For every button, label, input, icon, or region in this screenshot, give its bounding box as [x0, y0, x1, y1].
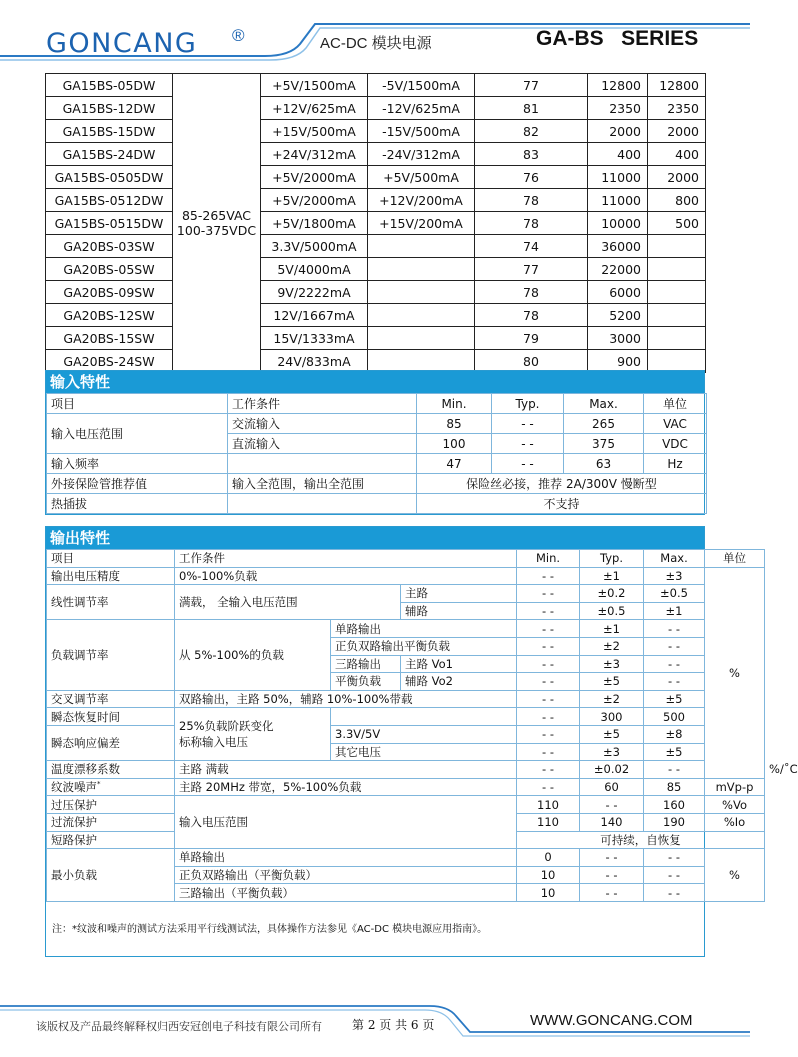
model-name: GA15BS-05DW	[46, 74, 173, 97]
capacitive-load-1: 22000	[588, 258, 648, 281]
cell: ±5	[644, 743, 705, 761]
model-name: GA20BS-09SW	[46, 281, 173, 304]
efficiency: 74	[475, 235, 588, 258]
capacitive-load-2	[648, 304, 706, 327]
model-name: GA20BS-12SW	[46, 304, 173, 327]
output-2: +12V/200mA	[368, 189, 475, 212]
capacitive-load-2: 400	[648, 143, 706, 166]
model-name: GA15BS-12DW	[46, 97, 173, 120]
output-2: -15V/500mA	[368, 120, 475, 143]
output-2: +15V/200mA	[368, 212, 475, 235]
cell: 辅路	[401, 602, 517, 620]
efficiency: 83	[475, 143, 588, 166]
capacitive-load-1: 6000	[588, 281, 648, 304]
cell: mVp-p	[705, 778, 765, 796]
efficiency: 78	[475, 281, 588, 304]
cell: 负载调节率	[47, 620, 175, 690]
table-row	[47, 585, 765, 603]
cell: - -	[517, 585, 580, 603]
input-section	[45, 370, 705, 515]
cell: - -	[644, 761, 705, 779]
output-1: +24V/312mA	[261, 143, 368, 166]
input-section-title: 输入特性	[46, 371, 704, 393]
model-name: GA15BS-0512DW	[46, 189, 173, 212]
table-row	[46, 97, 706, 120]
cell: 热插拔	[47, 494, 228, 514]
cell: 500	[644, 708, 705, 726]
cell: %	[705, 849, 765, 902]
capacitive-load-2: 12800	[648, 74, 706, 97]
cell: 双路输出，主路 50%，辅路 10%-100%带载	[175, 690, 517, 708]
output-1: 3.3V/5000mA	[261, 235, 368, 258]
output-2: -24V/312mA	[368, 143, 475, 166]
cell: VDC	[644, 434, 707, 454]
cell: - -	[492, 454, 564, 474]
cell: 100	[417, 434, 492, 454]
cell: ±1	[644, 602, 705, 620]
capacitive-load-1: 400	[588, 143, 648, 166]
model-name: GA20BS-15SW	[46, 327, 173, 350]
cell: 160	[644, 796, 705, 814]
cell: 47	[417, 454, 492, 474]
input-range-cell	[173, 74, 261, 373]
table-row	[47, 690, 765, 708]
model-name: GA20BS-24SW	[46, 350, 173, 373]
cell: - -	[644, 884, 705, 902]
cell: - -	[517, 637, 580, 655]
cell: 可持续，自恢复	[517, 831, 765, 849]
capacitive-load-1: 11000	[588, 189, 648, 212]
cell: 10	[517, 884, 580, 902]
cell: ±0.02	[580, 761, 644, 779]
table-row	[46, 281, 706, 304]
cell: - -	[517, 620, 580, 638]
cell: %Vo	[705, 796, 765, 814]
cell: ±5	[644, 690, 705, 708]
cell: - -	[644, 866, 705, 884]
cell: - -	[644, 620, 705, 638]
cell: ±3	[580, 743, 644, 761]
page-header	[0, 0, 750, 64]
cell: ±2	[580, 637, 644, 655]
table-row	[47, 796, 765, 814]
header-cell: 项目	[47, 394, 228, 414]
cell: 瞬态响应偏差	[47, 725, 175, 760]
capacitive-load-1: 11000	[588, 166, 648, 189]
model-name: GA15BS-15DW	[46, 120, 173, 143]
header-cell: 工作条件	[175, 550, 517, 568]
table-row	[46, 189, 706, 212]
cell: 单路输出	[331, 620, 517, 638]
table-row	[47, 567, 765, 585]
registered-mark: ®	[232, 26, 245, 45]
header-cell: Max.	[644, 550, 705, 568]
output-table	[46, 549, 798, 902]
cell: 110	[517, 813, 580, 831]
model-name: GA15BS-24DW	[46, 143, 173, 166]
output-2: +5V/500mA	[368, 166, 475, 189]
cell: 瞬态恢复时间	[47, 708, 175, 726]
capacitive-load-1: 3000	[588, 327, 648, 350]
cell: 温度漂移系数	[47, 761, 175, 779]
capacitive-load-1: 900	[588, 350, 648, 373]
ripple-test-note: 注：*纹波和噪声的测试方法采用平行线测试法，具体操作方法参见《AC-DC 模块电源应用指南》。	[52, 923, 488, 935]
output-1: +5V/1500mA	[261, 74, 368, 97]
output-1: 12V/1667mA	[261, 304, 368, 327]
cell: - -	[644, 655, 705, 673]
efficiency: 82	[475, 120, 588, 143]
cell: - -	[517, 602, 580, 620]
output-1: 9V/2222mA	[261, 281, 368, 304]
cell: ±0.5	[644, 585, 705, 603]
cell: 满载， 全输入电压范围	[175, 585, 401, 620]
input-range: 100-375VDC	[176, 223, 257, 238]
cell: ±1	[580, 567, 644, 585]
capacitive-load-2: 800	[648, 189, 706, 212]
company-logo: GONCANG	[46, 28, 198, 59]
cell: 交叉调节率	[47, 690, 175, 708]
capacitive-load-2	[648, 281, 706, 304]
cell: 主路 满载	[175, 761, 517, 779]
efficiency: 80	[475, 350, 588, 373]
cell: 过流保护	[47, 813, 175, 831]
header-cell: Min.	[517, 550, 580, 568]
cell: 10	[517, 866, 580, 884]
capacitive-load-1: 12800	[588, 74, 648, 97]
output-1: +5V/1800mA	[261, 212, 368, 235]
table-row	[47, 778, 765, 796]
cell: 140	[580, 813, 644, 831]
capacitive-load-2	[648, 258, 706, 281]
cell: 110	[517, 796, 580, 814]
transient-cond: 25%负载阶跃变化	[179, 719, 274, 734]
cell: 主路 Vo1	[401, 655, 517, 673]
cell: 375	[564, 434, 644, 454]
cell	[228, 494, 417, 514]
capacitive-load-1: 10000	[588, 212, 648, 235]
capacitive-load-2: 2000	[648, 166, 706, 189]
capacitive-load-2: 2000	[648, 120, 706, 143]
table-row	[46, 166, 706, 189]
cell: - -	[517, 743, 580, 761]
header-cell: Typ.	[492, 394, 564, 414]
cell: 85	[417, 414, 492, 434]
output-1: 5V/4000mA	[261, 258, 368, 281]
table-row	[47, 620, 765, 638]
header-cell: 工作条件	[228, 394, 417, 414]
cell: 输入频率	[47, 454, 228, 474]
output-1: 24V/833mA	[261, 350, 368, 373]
output-1: +12V/625mA	[261, 97, 368, 120]
cell: 85	[644, 778, 705, 796]
table-row	[47, 454, 707, 474]
footer-copyright: 该版权及产品最终解释权归西安冠创电子科技有限公司所有	[36, 1020, 322, 1033]
input-table	[46, 393, 707, 514]
table-row	[46, 212, 706, 235]
table-row	[47, 725, 765, 743]
website-link[interactable]: WWW.GONCANG.COM	[530, 1012, 693, 1029]
cell: 300	[580, 708, 644, 726]
table-row	[46, 304, 706, 327]
output-2	[368, 304, 475, 327]
cell: ±0.5	[580, 602, 644, 620]
output-section	[45, 526, 798, 957]
cell: - -	[517, 673, 580, 691]
cell: 60	[580, 778, 644, 796]
ripple-mark: *	[97, 780, 101, 789]
model-name: GA20BS-03SW	[46, 235, 173, 258]
cell: 0%-100%负载	[175, 567, 517, 585]
cell	[47, 778, 175, 796]
capacitive-load-1: 2350	[588, 97, 648, 120]
table-row	[47, 474, 707, 494]
header-cell: 项目	[47, 550, 175, 568]
table-row	[47, 849, 765, 867]
cell: 三路输出（平衡负载）	[175, 884, 517, 902]
model-table	[45, 73, 706, 373]
efficiency: 79	[475, 327, 588, 350]
capacitive-load-2: 500	[648, 212, 706, 235]
table-row	[46, 120, 706, 143]
efficiency: 78	[475, 212, 588, 235]
cell: ±2	[580, 690, 644, 708]
output-2: -5V/1500mA	[368, 74, 475, 97]
ac-cond: 交流输入	[228, 414, 417, 434]
cell: - -	[492, 434, 564, 454]
cell: 0	[517, 849, 580, 867]
series-title: GA-BS SERIES	[536, 27, 699, 50]
table-row	[47, 494, 707, 514]
capacitive-load-1: 2000	[588, 120, 648, 143]
efficiency: 76	[475, 166, 588, 189]
efficiency: 77	[475, 74, 588, 97]
cell: - -	[517, 761, 580, 779]
efficiency: 78	[475, 304, 588, 327]
cell: 单路输出	[175, 849, 517, 867]
output-2: -12V/625mA	[368, 97, 475, 120]
cell: Hz	[644, 454, 707, 474]
cell: 从 5%-100%的负载	[175, 620, 331, 690]
cell: - -	[644, 637, 705, 655]
cell: 主路 20MHz 带宽，5%-100%负载	[175, 778, 517, 796]
unit-percent: %	[705, 567, 765, 778]
capacitive-load-1: 5200	[588, 304, 648, 327]
output-section-title: 输出特性	[46, 527, 704, 549]
capacitive-load-2	[648, 235, 706, 258]
output-1: +15V/500mA	[261, 120, 368, 143]
cell: 正负双路输出（平衡负载）	[175, 866, 517, 884]
model-name: GA20BS-05SW	[46, 258, 173, 281]
cell: 输入全范围，输出全范围	[228, 474, 417, 494]
cell: 最小负载	[47, 849, 175, 902]
cell: 辅路 Vo2	[401, 673, 517, 691]
cell: - -	[644, 849, 705, 867]
cell: 外接保险管推荐值	[47, 474, 228, 494]
cell: %Io	[705, 813, 765, 831]
cell: VAC	[644, 414, 707, 434]
cell	[228, 454, 417, 474]
cell: - -	[580, 866, 644, 884]
table-row	[47, 550, 765, 568]
cell: 过压保护	[47, 796, 175, 814]
cell: 265	[564, 414, 644, 434]
cell: - -	[580, 884, 644, 902]
header-cell: 单位	[644, 394, 707, 414]
cell: ±8	[644, 725, 705, 743]
cell	[331, 708, 517, 726]
cell: - -	[580, 796, 644, 814]
cell: 63	[564, 454, 644, 474]
output-2	[368, 235, 475, 258]
header-cell: Max.	[564, 394, 644, 414]
table-row	[47, 394, 707, 414]
model-name: GA15BS-0505DW	[46, 166, 173, 189]
efficiency: 77	[475, 258, 588, 281]
transient-cond2: 标称输入电压	[179, 735, 248, 750]
table-row	[46, 327, 706, 350]
ripple-label: 纹波噪声	[51, 780, 97, 795]
output-2	[368, 327, 475, 350]
cell: - -	[517, 725, 580, 743]
cell: 不支持	[417, 494, 707, 514]
table-row	[46, 235, 706, 258]
cell: - -	[517, 690, 580, 708]
cell: - -	[517, 778, 580, 796]
table-row: 温度漂移系数 主路 满载 - - ±0.02 - - %/˚C	[47, 761, 765, 779]
dc-cond: 直流输入	[228, 434, 417, 454]
cell: 主路	[401, 585, 517, 603]
output-2	[368, 258, 475, 281]
efficiency: 81	[475, 97, 588, 120]
cell: - -	[580, 849, 644, 867]
cell: ±3	[580, 655, 644, 673]
cell: 190	[644, 813, 705, 831]
output-1: 15V/1333mA	[261, 327, 368, 350]
cell: ±0.2	[580, 585, 644, 603]
cell: - -	[644, 673, 705, 691]
table-row	[47, 414, 707, 434]
cell: ±1	[580, 620, 644, 638]
cell: - -	[517, 567, 580, 585]
table-row	[46, 258, 706, 281]
cell: ±5	[580, 673, 644, 691]
cell: - -	[492, 414, 564, 434]
efficiency: 78	[475, 189, 588, 212]
page-number: 第 2 页 共 6 页	[352, 1018, 435, 1032]
output-1: +5V/2000mA	[261, 166, 368, 189]
cell: 输入电压范围	[175, 796, 517, 849]
cell: 保险丝必接，推荐 2A/300V 慢断型	[417, 474, 707, 494]
header-cell: Typ.	[580, 550, 644, 568]
capacitive-load-2: 2350	[648, 97, 706, 120]
cell: - -	[517, 708, 580, 726]
output-2	[368, 281, 475, 304]
output-1: +5V/2000mA	[261, 189, 368, 212]
header-cell: 单位	[705, 550, 765, 568]
cell: - -	[517, 655, 580, 673]
table-row	[46, 74, 706, 97]
cell: 线性调节率	[47, 585, 175, 620]
cell: 平衡负载	[331, 673, 401, 691]
input-range: 85-265VAC	[181, 208, 252, 223]
cell: ±3	[644, 567, 705, 585]
header-cell: Min.	[417, 394, 492, 414]
model-name: GA15BS-0515DW	[46, 212, 173, 235]
cell: 三路输出	[331, 655, 401, 673]
cell: 其它电压	[331, 743, 517, 761]
capacitive-load-2	[648, 327, 706, 350]
table-row	[47, 708, 765, 726]
cell: 输出电压精度	[47, 567, 175, 585]
capacitive-load-1: 36000	[588, 235, 648, 258]
cell	[175, 708, 331, 761]
cell: 短路保护	[47, 831, 175, 849]
voltage-range-label: 输入电压范围	[47, 414, 228, 454]
table-row	[46, 143, 706, 166]
cell: 正负双路输出平衡负载	[331, 637, 517, 655]
cell: 3.3V/5V	[331, 725, 517, 743]
cell: ±5	[580, 725, 644, 743]
header-subtitle: AC-DC 模块电源	[320, 35, 432, 52]
